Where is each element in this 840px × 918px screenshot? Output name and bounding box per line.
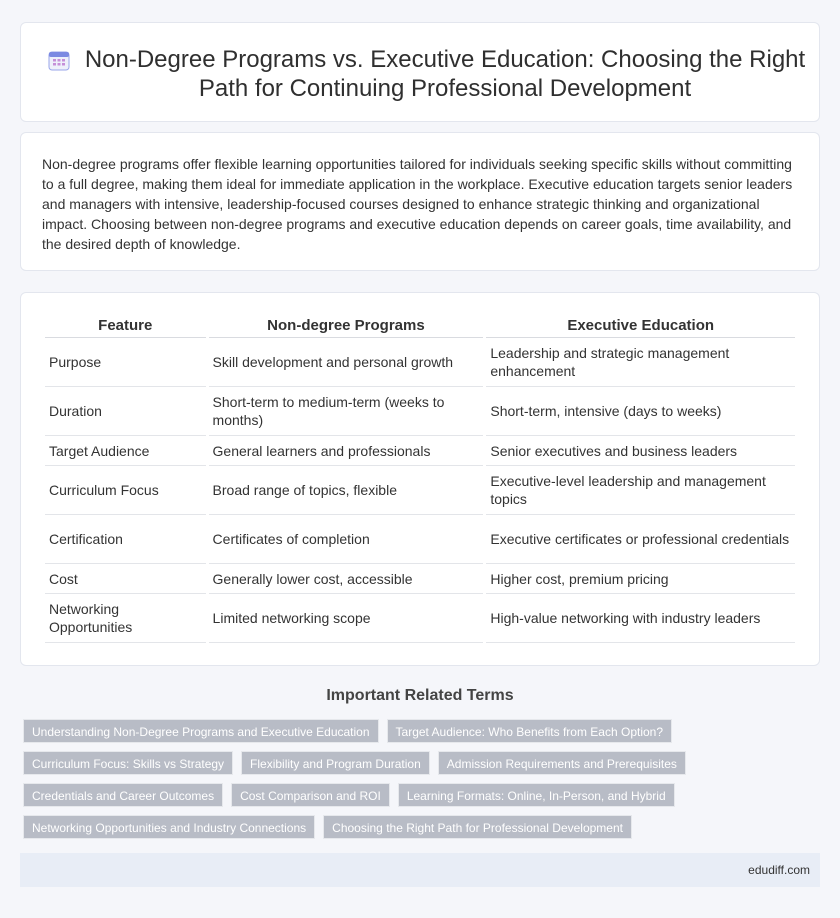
executive-cell: Higher cost, premium pricing	[486, 564, 795, 594]
related-term-tag[interactable]: Cost Comparison and ROI	[231, 783, 390, 807]
related-term-tag[interactable]: Networking Opportunities and Industry Connections	[23, 815, 315, 839]
executive-cell: Short-term, intensive (days to weeks)	[486, 387, 795, 436]
tag-row	[23, 751, 683, 775]
table-row	[45, 387, 795, 436]
feature-cell: Certification	[45, 515, 206, 564]
feature-cell: Target Audience	[45, 436, 206, 466]
table-row	[45, 466, 795, 515]
footer	[20, 853, 820, 887]
non-degree-cell: Skill development and personal growth	[209, 338, 484, 387]
non-degree-cell: Generally lower cost, accessible	[209, 564, 484, 594]
related-terms-heading: Important Related Terms	[326, 687, 514, 704]
feature-cell: Curriculum Focus	[45, 466, 206, 515]
non-degree-cell: General learners and professionals	[209, 436, 484, 466]
executive-cell: Executive certificates or professional credentials	[486, 515, 795, 564]
header-feature: Feature	[45, 315, 206, 338]
calendar-icon	[48, 49, 70, 71]
comparison-table-card	[20, 292, 820, 666]
executive-cell: Executive-level leadership and management topics	[486, 466, 795, 515]
executive-cell: High-value networking with industry leaders	[486, 594, 795, 643]
related-term-tag[interactable]: Target Audience: Who Benefits from Each Option?	[387, 719, 672, 743]
related-term-tag[interactable]: Flexibility and Program Duration	[241, 751, 430, 775]
related-terms-list	[23, 719, 683, 847]
feature-cell: Cost	[45, 564, 206, 594]
related-term-tag[interactable]: Choosing the Right Path for Professional Development	[323, 815, 632, 839]
non-degree-cell: Broad range of topics, flexible	[209, 466, 484, 515]
page-title: Non-Degree Programs vs. Executive Education: Choosing the Right Path for Continuing Professional Development	[84, 46, 806, 102]
header-executive: Executive Education	[486, 315, 795, 338]
header-non-degree: Non-degree Programs	[209, 315, 484, 338]
title-card	[20, 22, 820, 122]
table-row	[45, 515, 795, 564]
tag-row	[23, 783, 683, 807]
table-row	[45, 594, 795, 643]
non-degree-cell: Short-term to medium-term (weeks to months)	[209, 387, 484, 436]
comparison-table	[42, 315, 798, 643]
table-header-row	[45, 315, 795, 338]
table-row	[45, 564, 795, 594]
non-degree-cell: Certificates of completion	[209, 515, 484, 564]
executive-cell: Senior executives and business leaders	[486, 436, 795, 466]
tag-row	[23, 815, 683, 839]
related-term-tag[interactable]: Understanding Non-Degree Programs and Executive Education	[23, 719, 379, 743]
table-row	[45, 338, 795, 387]
intro-paragraph: Non-degree programs offer flexible learning opportunities tailored for individuals seeking specific skills without committing to a full degree, making them ideal for immediate application in the workplace. Executive education targets senior leaders and managers with intensive, leadership-focused courses designed to enhance strategic thinking and organizational impact. Choosing between non-degree programs and executive education depends on career goals, time availability, and the desired depth of knowledge.	[42, 156, 793, 252]
feature-cell: Purpose	[45, 338, 206, 387]
non-degree-cell: Limited networking scope	[209, 594, 484, 643]
footer-site-link[interactable]: edudiff.com	[748, 863, 810, 877]
table-row	[45, 436, 795, 466]
executive-cell: Leadership and strategic management enhancement	[486, 338, 795, 387]
related-term-tag[interactable]: Admission Requirements and Prerequisites	[438, 751, 686, 775]
feature-cell: Duration	[45, 387, 206, 436]
intro-card	[20, 132, 820, 271]
related-term-tag[interactable]: Learning Formats: Online, In-Person, and Hybrid	[398, 783, 675, 807]
feature-cell: Networking Opportunities	[45, 594, 206, 643]
related-term-tag[interactable]: Credentials and Career Outcomes	[23, 783, 223, 807]
related-term-tag[interactable]: Curriculum Focus: Skills vs Strategy	[23, 751, 233, 775]
tag-row	[23, 719, 683, 743]
